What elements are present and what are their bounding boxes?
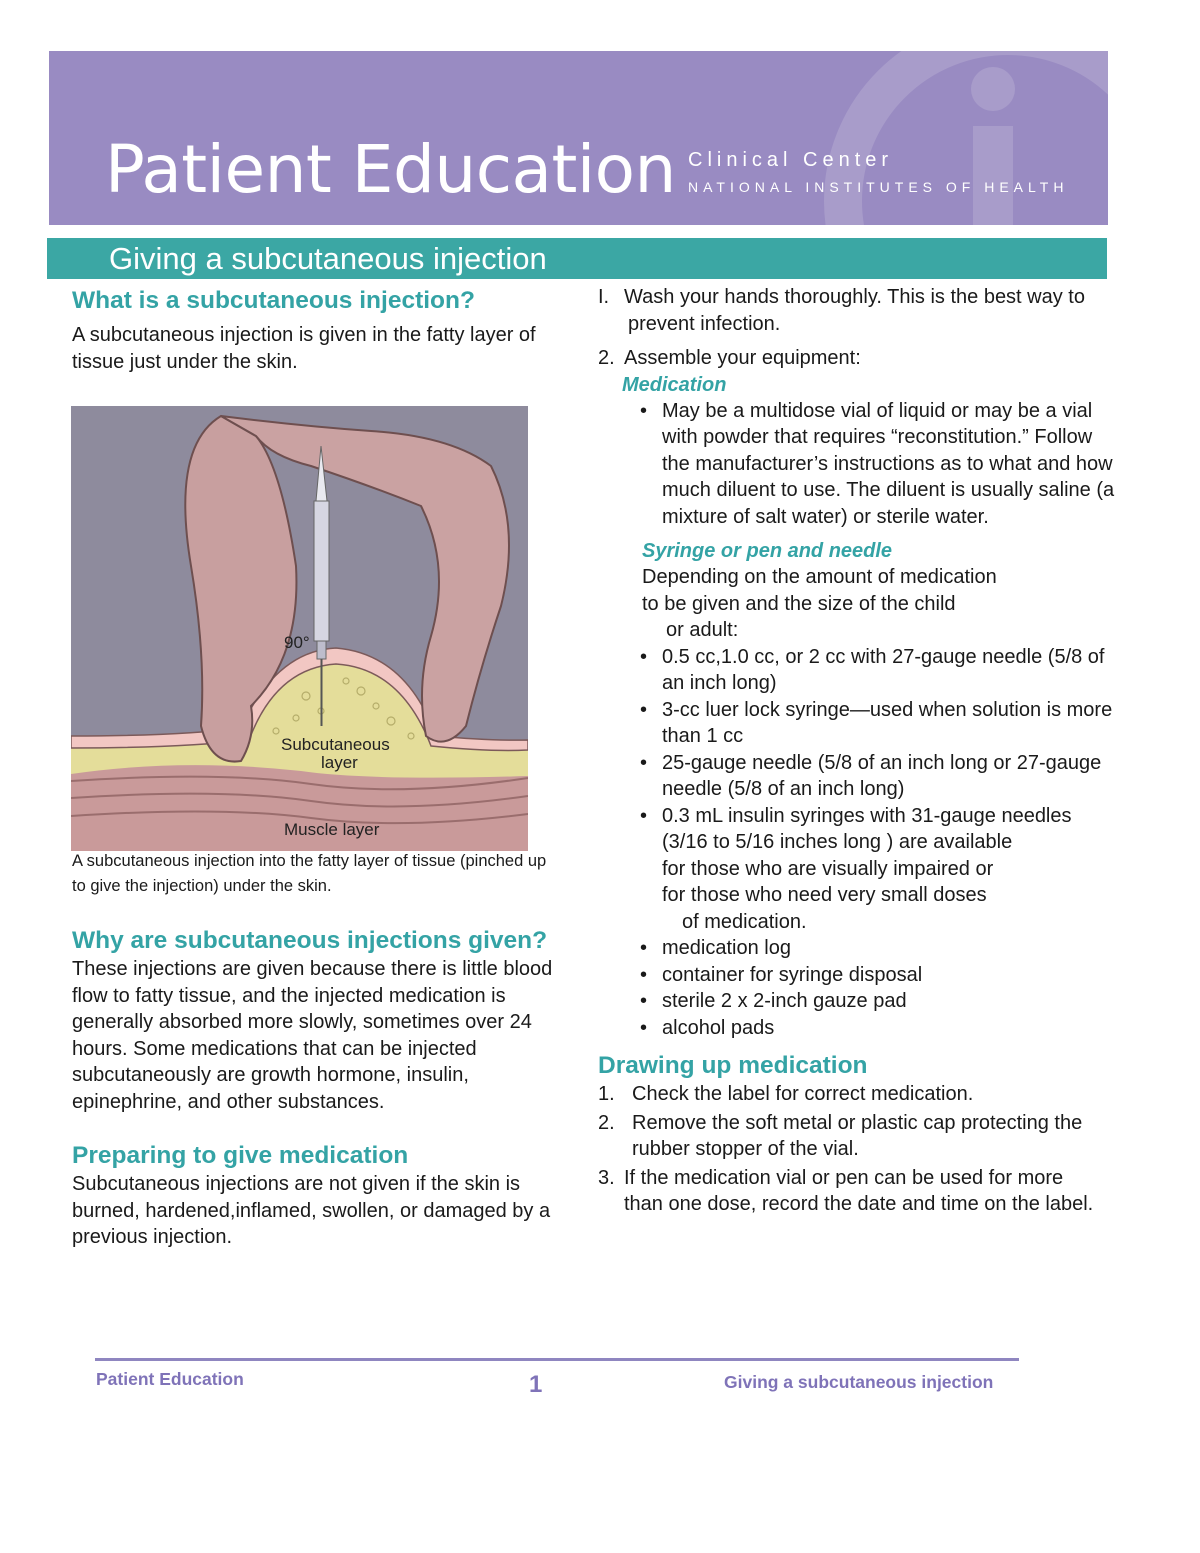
section-heading-preparing: Preparing to give medication [72, 1142, 409, 1169]
list-item: • sterile 2 x 2-inch gauze pad [638, 988, 1118, 1015]
org-name: Clinical Center [688, 149, 894, 171]
equipment-list [638, 644, 1118, 1042]
injection-illustration [71, 406, 528, 851]
angle-label: 90° [284, 633, 310, 652]
document-title: Giving a subcutaneous injection [109, 241, 547, 276]
banner-title: Patient Education [105, 131, 676, 208]
step-wash-hands [598, 284, 1118, 337]
muscle-layer-label: Muscle layer [284, 820, 380, 839]
step-number: 2. [598, 347, 615, 369]
list-item: • 3-cc luer lock syringe—used when solution is more than 1 cc [638, 697, 1118, 750]
step-text: If the medication vial or pen can be used for more than one dose, record the date and time on the label. [624, 1166, 1094, 1215]
injection-drawing [71, 406, 528, 851]
step-text: Assemble your equipment: [624, 347, 861, 369]
step-assemble [598, 345, 1118, 372]
step-number: 3. [598, 1166, 615, 1189]
subcutaneous-label: Subcutaneous [281, 735, 390, 754]
section-heading-what: What is a subcutaneous injection? [72, 287, 475, 314]
syringe-intro-2: to be given and the size of the child [642, 592, 956, 615]
layer-label: layer [321, 753, 358, 772]
step-text: Wash your hands thoroughly. This is the best way to prevent infection. [624, 286, 1085, 335]
list-item: • alcohol pads [638, 1015, 1118, 1042]
step-number: 1. [598, 1083, 615, 1105]
section-text-what: A subcutaneous injection is given in the fatty layer of tissue just under the skin. [72, 324, 536, 373]
list-item-continuation: of medication. [682, 910, 807, 933]
section-heading-drawing: Drawing up medication [598, 1052, 868, 1079]
list-item-continuation: for those who need very small doses [662, 884, 987, 906]
footer-publication: Patient Education [96, 1369, 244, 1389]
footer-title: Giving a subcutaneous injection [724, 1372, 994, 1392]
list-item: • 25-gauge needle (5/8 of an inch long or 27-gauge needle (5/8 of an inch long) [638, 750, 1118, 803]
step-number: 2. [598, 1111, 615, 1134]
draw-step [598, 1165, 1094, 1218]
medication-bullet: • May be a multidose vial of liquid or may be a vial with powder that requires “reconstitution.” Follow the manufacturer’s instructions as to what and how much diluent to use. The diluent is usually saline (a mixture of salt water) or sterile water. [638, 398, 1118, 531]
draw-step [598, 1081, 1118, 1108]
step-text: Remove the soft metal or plastic cap protecting the rubber stopper of the vial. [632, 1111, 1083, 1160]
syringe-intro-1: Depending on the amount of medication [642, 566, 997, 588]
footer-divider [95, 1358, 1019, 1361]
list-item: • container for syringe disposal [638, 962, 1118, 989]
list-item: • 0.3 mL insulin syringes with 31-gauge needles (3/16 to 5/16 inches long ) are available [638, 803, 1118, 856]
figure-caption: A subcutaneous injection into the fatty layer of tissue (pinched up to give the injection) under the skin. [72, 852, 547, 895]
nih-logo-icon [808, 51, 1108, 225]
left-column [72, 286, 562, 1251]
document-title-bar [47, 238, 1107, 279]
medication-subheading: Medication [622, 373, 727, 396]
right-column [598, 284, 1118, 1218]
section-text-preparing: Subcutaneous injections are not given if the skin is burned, hardened,inflamed, swollen, or damaged by a previous injection. [72, 1173, 551, 1248]
syringe-intro-3: or adult: [666, 619, 739, 641]
header-banner [49, 51, 1108, 225]
section-text-why: These injections are given because there is little blood flow to fatty tissue, and the injected medication is generally absorbed more slowly, sometimes over 24 hours. Some medications that can be injected subcutaneously are growth hormone, insulin, epinephrine, and other substances. [72, 958, 553, 1113]
syringe-subheading: Syringe or pen and needle [642, 540, 893, 562]
draw-step [598, 1110, 1118, 1163]
org-parent: NATIONAL INSTITUTES OF HEALTH [688, 179, 1069, 195]
list-item: • medication log [638, 935, 1118, 962]
page-number: 1 [529, 1371, 543, 1398]
list-item: • 0.5 cc,1.0 cc, or 2 cc with 27-gauge needle (5/8 of an inch long) [638, 644, 1118, 697]
step-number: I. [598, 286, 610, 308]
section-heading-why: Why are subcutaneous injections given? [72, 927, 548, 954]
step-text: Check the label for correct medication. [632, 1083, 974, 1105]
list-item-continuation: for those who are visually impaired or [662, 857, 994, 880]
